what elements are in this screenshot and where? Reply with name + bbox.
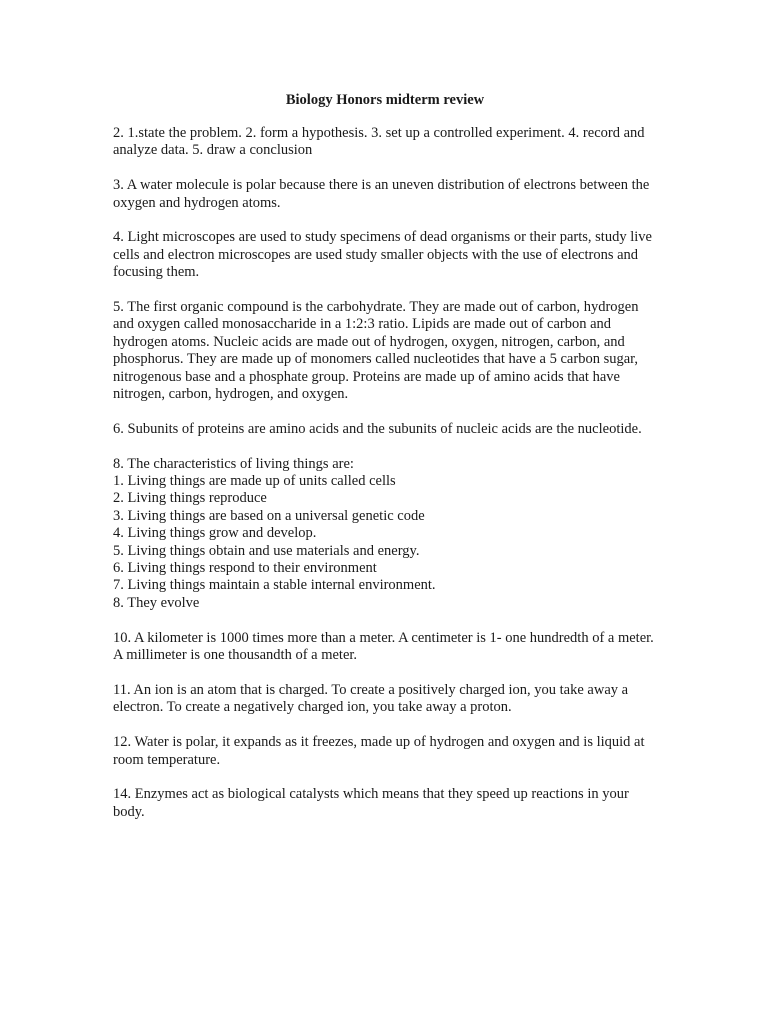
paragraph-q3: 3. A water molecule is polar because there is an uneven distribution of electrons between the oxygen and hydrogen atoms. [113,177,650,211]
paragraph-q2: 2. 1.state the problem. 2. form a hypothesis. 3. set up a controlled experiment. 4. record and analyze data. 5. draw a conclusion [113,125,645,159]
paragraph-q14: 14. Enzymes act as biological catalysts which means that they speed up reactions in your body. [113,786,629,820]
list-item: 5. Living things obtain and use materials and energy. [113,542,420,559]
document-body [113,125,658,839]
paragraph-q6: 6. Subunits of proteins are amino acids and the subunits of nucleic acids are the nucleotide. [113,420,642,437]
characteristics-list [113,456,658,613]
list-item: 1. Living things are made up of units called cells [113,473,396,490]
list-item: 6. Living things respond to their environment [113,560,377,577]
list-item: 8. They evolve [113,594,200,611]
paragraph-q4: 4. Light microscopes are used to study specimens of dead organisms or their parts, study live cells and electron microscopes are used study smaller objects with the use of electrons and focusing them. [113,229,652,281]
paragraph-q10: 10. A kilometer is 1000 times more than a meter. A centimeter is 1- one hundredth of a meter. A millimeter is one thousandth of a meter. [113,629,654,664]
list-item: 7. Living things maintain a stable internal environment. [113,577,436,594]
paragraph-q11: 11. An ion is an atom that is charged. To create a positively charged ion, you take away a electron. To create a negatively charged ion, you take away a proton. [113,681,629,716]
list-heading: 8. The characteristics of living things are: [113,455,354,472]
paragraph-q12: 12. Water is polar, it expands as it freezes, made up of hydrogen and oxygen and is liquid at room temperature. [113,734,645,768]
list-item: 3. Living things are based on a universal genetic code [113,507,425,524]
page-title: Biology Honors midterm review [285,92,485,108]
list-item: 2. Living things reproduce [113,490,267,507]
paragraph-q5: 5. The first organic compound is the carbohydrate. They are made out of carbon, hydrogen and oxygen called monosaccharide in a 1:2:3 ratio. Lipids are made out of carbon and hydrogen atoms. Nucleic acids are made out of hydrogen, oxygen, nitrogen, carbon, and phosphorus. They are made up of monomers called nucleotides that have a 5 carbon sugar, nitrogenous base and a phosphate group. Proteins are made up of amino acids that have nitrogen, carbon, hydrogen, and oxygen. [113,299,639,403]
list-item: 4. Living things grow and develop. [113,525,317,542]
